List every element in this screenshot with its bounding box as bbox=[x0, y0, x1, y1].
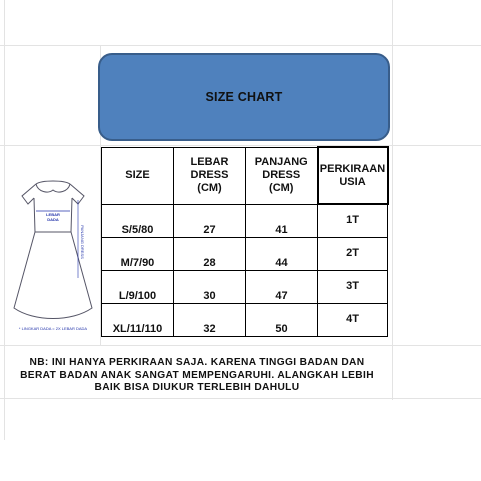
table-header-row bbox=[102, 147, 388, 204]
note-line: BERAT BADAN ANAK SANGAT MEMPENGARUHI. ALANGKAH LEBIH bbox=[20, 369, 374, 381]
table-row bbox=[102, 237, 388, 270]
table-row bbox=[102, 270, 388, 303]
grid-line bbox=[0, 345, 481, 346]
cell-size: S/5/80 bbox=[102, 204, 174, 237]
neckline bbox=[36, 181, 70, 184]
header-size: SIZE bbox=[102, 147, 174, 204]
cell-panjang: 44 bbox=[246, 237, 318, 270]
chest-footnote: * LINGKAR DADA = 2X LEBAR DADA bbox=[18, 326, 88, 331]
cell-lebar: 27 bbox=[174, 204, 246, 237]
cell-lebar: 28 bbox=[174, 237, 246, 270]
cell-usia: 4T bbox=[318, 303, 388, 336]
length-label: PANJANG DRESS bbox=[80, 225, 85, 259]
cell-size: M/7/90 bbox=[102, 237, 174, 270]
header-lebar: LEBAR DRESS (CM) bbox=[174, 147, 246, 204]
grid-line bbox=[0, 398, 481, 399]
cell-usia: 1T bbox=[318, 204, 388, 237]
cell-lebar: 32 bbox=[174, 303, 246, 336]
size-table bbox=[101, 146, 389, 337]
cell-size: XL/11/110 bbox=[102, 303, 174, 336]
note-line: NB: INI HANYA PERKIRAAN SAJA. KARENA TINGGI BADAN DAN bbox=[29, 357, 365, 368]
cell-lebar: 30 bbox=[174, 270, 246, 303]
size-chart-banner bbox=[98, 53, 390, 141]
cell-size: L/9/100 bbox=[102, 270, 174, 303]
grid-line bbox=[0, 45, 481, 46]
cell-usia: 2T bbox=[318, 237, 388, 270]
collar-outline bbox=[36, 184, 70, 192]
grid-line bbox=[4, 0, 5, 440]
cell-usia: 3T bbox=[318, 270, 388, 303]
grid-line bbox=[392, 0, 393, 400]
header-panjang: PANJANG DRESS (CM) bbox=[246, 147, 318, 204]
table-row bbox=[102, 303, 388, 336]
note-line: BAIK BISA DIUKUR TERLEBIH DAHULU bbox=[94, 382, 300, 393]
dress-diagram bbox=[8, 176, 98, 336]
cell-panjang: 47 bbox=[246, 270, 318, 303]
size-chart-title: SIZE CHART bbox=[205, 90, 283, 104]
header-usia: PERKIRAAN USIA bbox=[318, 147, 388, 204]
chest-label-2: DADA bbox=[47, 217, 59, 222]
table-row bbox=[102, 204, 388, 237]
cell-panjang: 41 bbox=[246, 204, 318, 237]
chest-label-1: LEBAR bbox=[46, 212, 60, 217]
cell-panjang: 50 bbox=[246, 303, 318, 336]
disclaimer-note bbox=[6, 357, 388, 395]
